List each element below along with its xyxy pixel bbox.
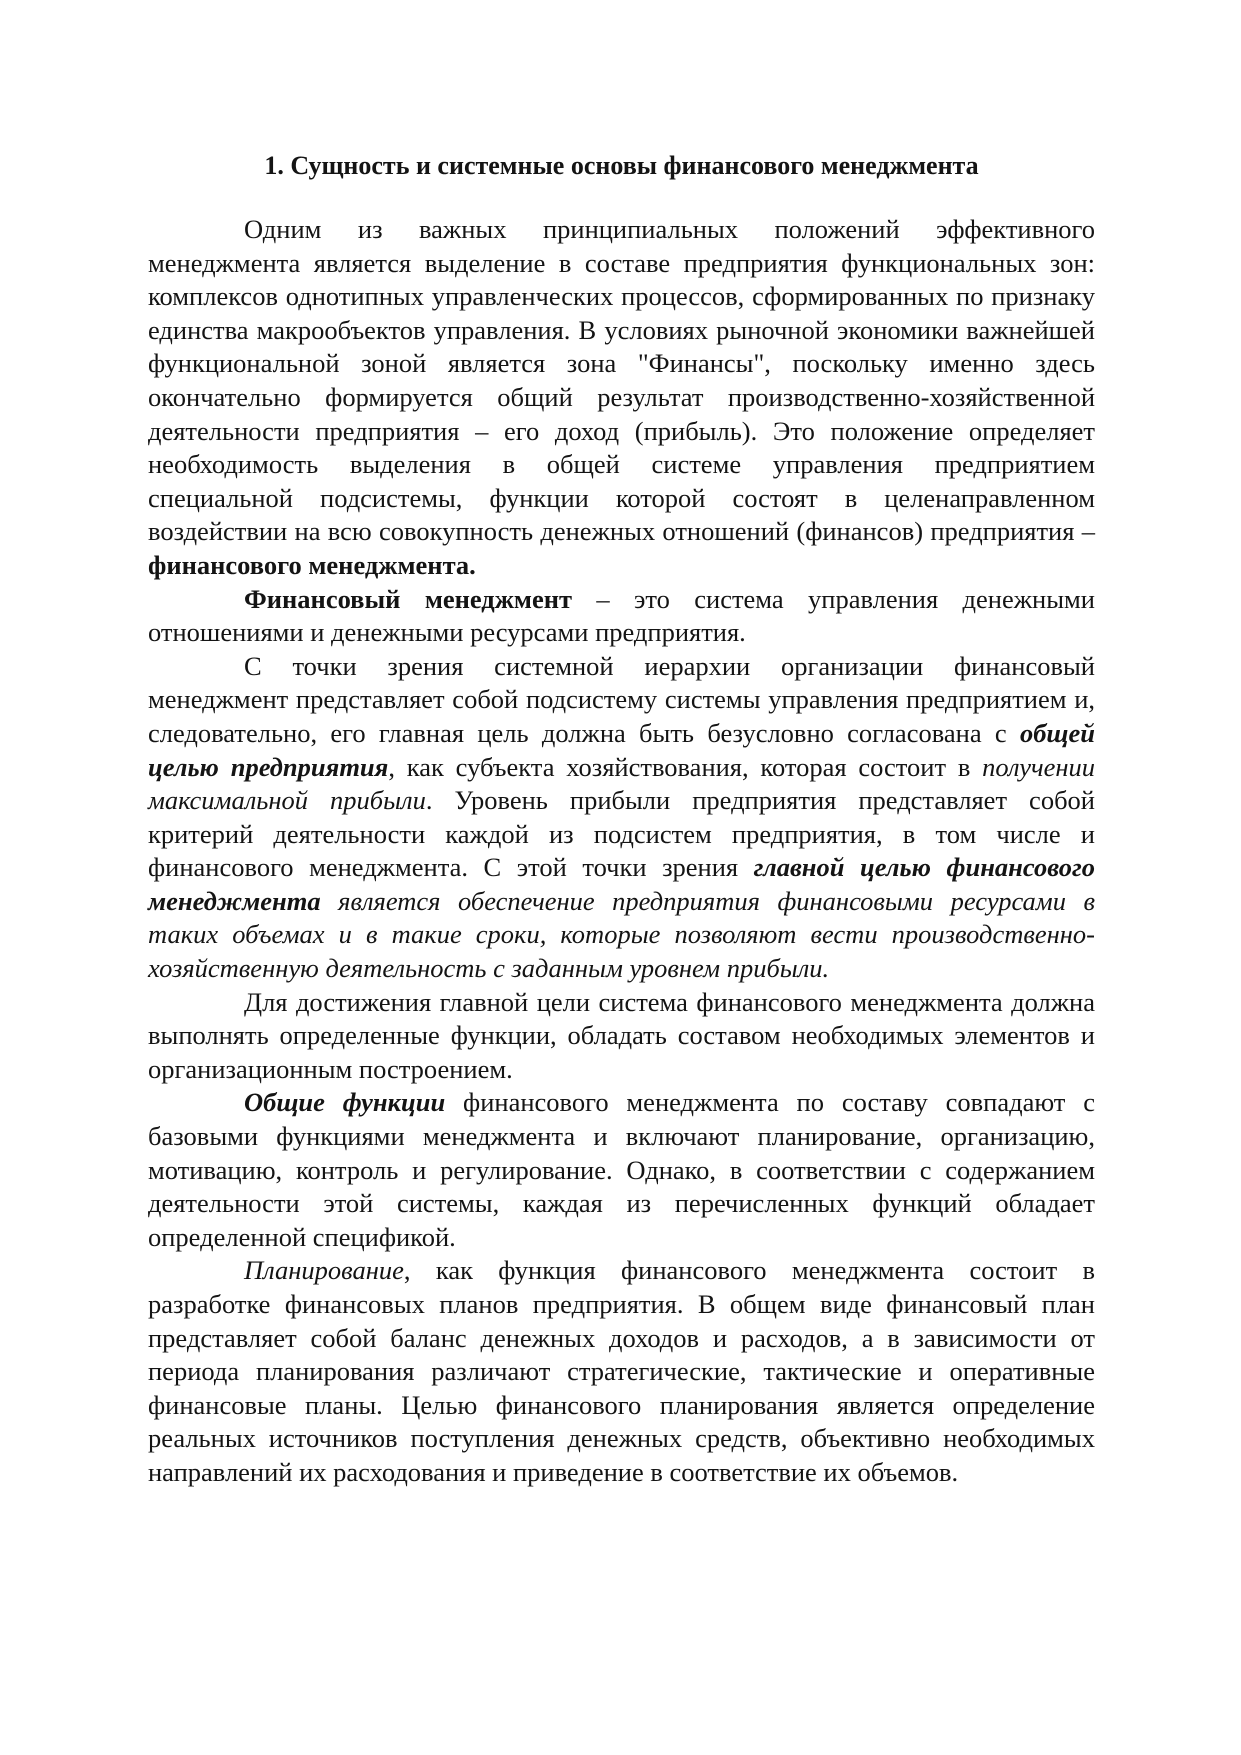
text-run: Одним из важных принципиальных положений эффективного менеджмента является выделение в составе предприятия функциональных зон: комплексов однотипных управленческих процессов, сформированных по признаку единства макрообъектов управления. В условиях рыночной экономики важнейшей функциональной зоной является зона "Финансы", поскольку именно здесь окончательно формируется общий результат производственно-хозяйственной деятельности предприятия – его доход (прибыль). Это положение определяет необходимость выделения в общей системе управления предприятием специальной подсистемы, функции которой состоят в целенаправленном воздействии на всю совокупность денежных отношений (финансов) предприятия – <box>148 214 1095 547</box>
italic-text-run: является обеспечение предприятия финансовыми ресурсами в таких объемах и в такие сроки, которые позволяют вести производственно-хозяйственную деятельность с заданным уровнем прибыли. <box>148 885 1095 984</box>
paragraph <box>148 583 1095 650</box>
paragraph <box>148 650 1095 986</box>
paragraph <box>148 1254 1095 1489</box>
text-run: , как функция финансового менеджмента состоит в разработке финансовых планов предприятия. В общем виде финансовый план представляет собой баланс денежных доходов и расходов, а в зависимости от периода планирования различают стратегические, тактические и оперативные финансовые планы. Целью финансового планирования является определение реальных источников поступления денежных средств, объективно необходимых направлений их расходования и приведение в соответствие их объемов. <box>148 1255 1095 1487</box>
document-page <box>148 0 1095 1490</box>
bold-italic-text-run: Общие функции <box>244 1087 446 1118</box>
document-body <box>148 213 1095 1490</box>
section-heading: 1. Сущность и системные основы финансового менеджмента <box>264 151 979 180</box>
bold-text-run: Финансовый менеджмент <box>244 583 573 614</box>
paragraph <box>148 213 1095 583</box>
paragraph <box>148 1086 1095 1254</box>
text-run: Для достижения главной цели система финансового менеджмента должна выполнять определенные функции, обладать составом необходимых элементов и организационным построением. <box>148 986 1095 1084</box>
bold-italic-text-run: главной целью финансового менеджмента <box>148 852 1095 916</box>
bold-text-run: финансового менеджмента. <box>148 549 476 580</box>
text-run: , как субъекта хозяйствования, которая состоит в <box>388 751 983 782</box>
italic-text-run: получении максимальной прибыли <box>148 751 1096 816</box>
text-run: . Уровень прибыли предприятия представляет собой критерий деятельности каждой из подсистем предприятия, в том числе и финансового менеджмента. С этой точки зрения <box>148 785 1095 883</box>
bold-italic-text-run: общей целью предприятия <box>148 717 1095 782</box>
italic-text-run: Планирование <box>244 1255 404 1286</box>
text-run: финансового менеджмента по составу совпадают с базовыми функциями менеджмента и включают планирование, организацию, мотивацию, контроль и регулирование. Однако, в соответствии с содержанием деятельности этой системы, каждая из перечисленных функций обладает определенной спецификой. <box>148 1087 1095 1252</box>
text-run: С точки зрения системной иерархии организации финансовый менеджмент представляет собой подсистему системы управления предприятием и, следовательно, его главная цель должна быть безусловно согласована с <box>148 650 1095 748</box>
text-run: – это система управления денежными отношениями и денежными ресурсами предприятия. <box>148 583 1095 648</box>
paragraph <box>148 986 1095 1087</box>
